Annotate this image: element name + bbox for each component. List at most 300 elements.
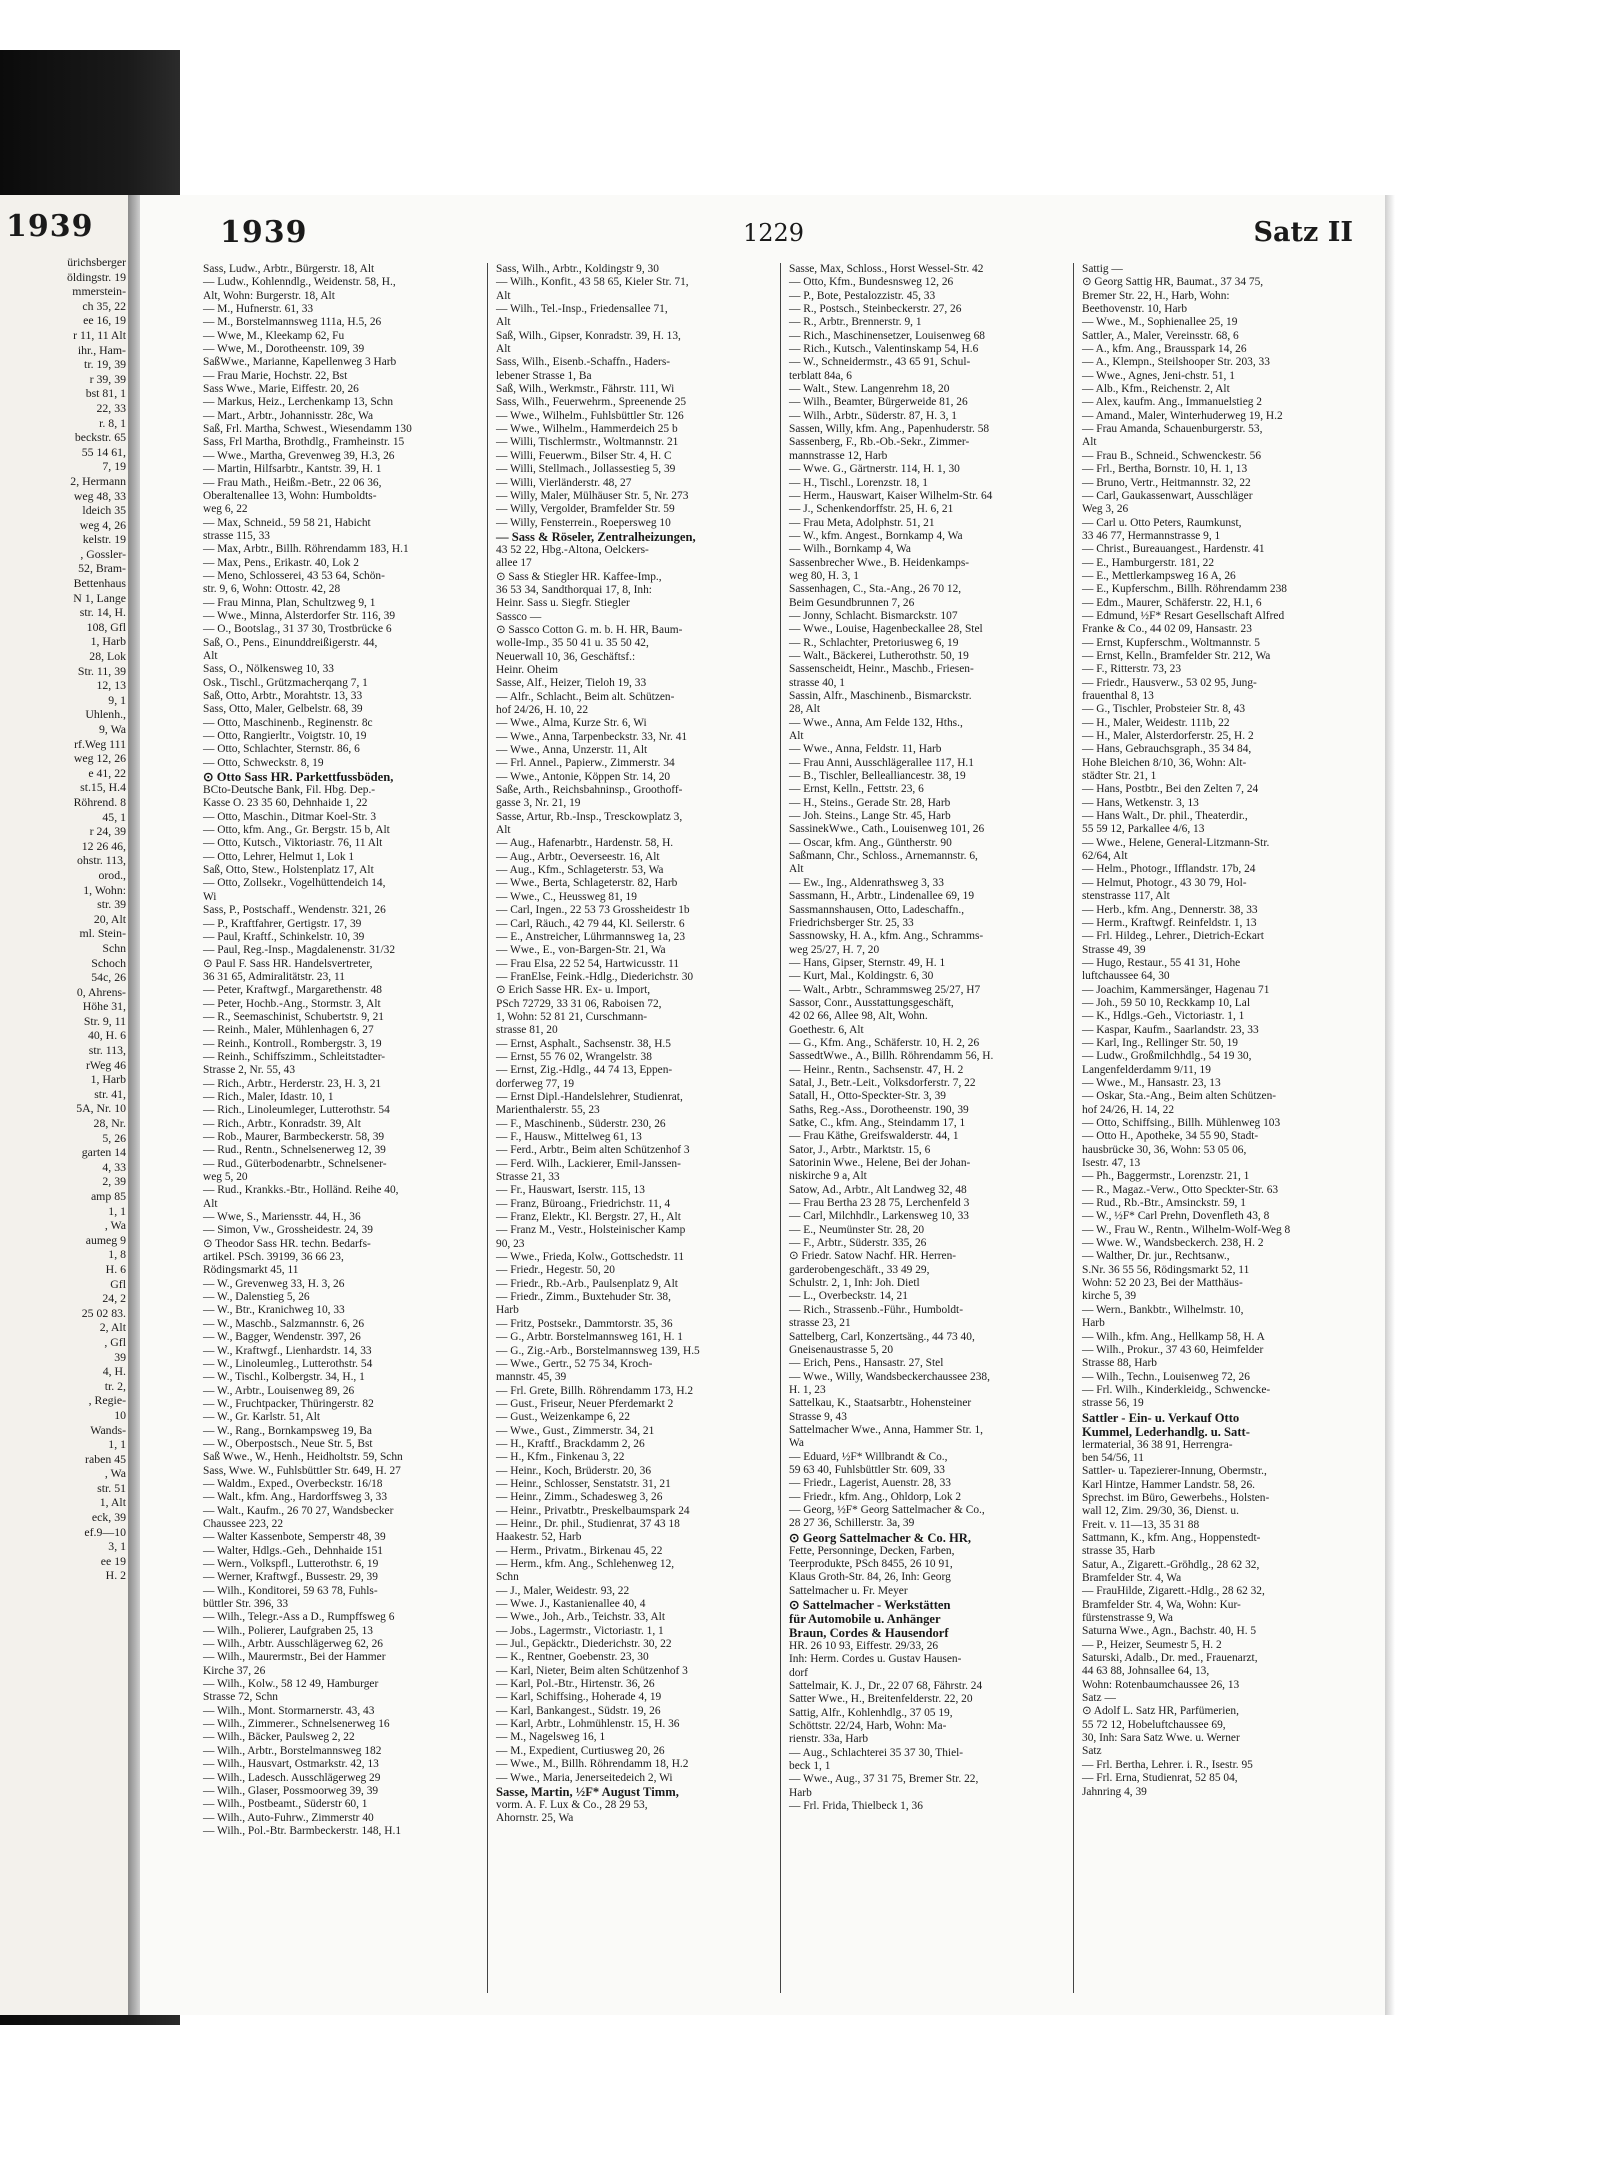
previous-page-line: 108, Gfl xyxy=(86,619,126,634)
directory-entry: ⊙ Friedr. Satow Nachf. HR. Herren- xyxy=(789,1250,957,1263)
directory-entry: — Rich., Arbtr., Konradstr. 39, Alt xyxy=(203,1117,361,1130)
directory-entry: Saße, Arth., Reichsbahninsp., Groothoff- xyxy=(496,784,683,797)
directory-entry: Sassenberg, F., Rb.-Ob.-Sekr., Zimmer- xyxy=(789,436,970,449)
directory-entry: — Paul, Reg.-Insp., Magdalenenstr. 31/32 xyxy=(203,944,396,957)
directory-entry: ⊙ Georg Sattelmacher & Co. HR, xyxy=(789,1530,972,1545)
directory-entry: — P., Kraftfahrer, Gertigstr. 17, 39 xyxy=(203,917,362,930)
directory-entry: — Friedr., Rb.-Arb., Paulsenplatz 9, Alt xyxy=(496,1277,678,1290)
directory-entry: — F., Ritterstr. 73, 23 xyxy=(1082,663,1182,676)
directory-entry: BCto-Deutsche Bank, Fil. Hbg. Dep.- xyxy=(203,784,376,797)
directory-entry: Heinr. Oheim xyxy=(496,663,559,676)
directory-entry: — K., Hdlgs.-Geh., Victoriastr. 1, 1 xyxy=(1082,1010,1245,1023)
directory-entry: — Karl, Pol.-Btr., Hirtenstr. 36, 26 xyxy=(496,1678,655,1691)
directory-entry: Bremer Str. 22, H., Harb, Wohn: xyxy=(1082,289,1230,302)
directory-entry: — Friedr., Zimm., Buxtehuder Str. 38, xyxy=(496,1291,671,1304)
directory-entry: Sattmann, K., kfm. Ang., Hoppenstedt- xyxy=(1082,1531,1261,1544)
previous-page-line: 4, H. xyxy=(102,1364,126,1379)
directory-entry: — Wwe., Aug., 37 31 75, Bremer Str. 22, xyxy=(789,1773,979,1786)
column-1 xyxy=(200,263,488,1993)
previous-page-line: tr. 2, xyxy=(104,1378,126,1393)
directory-entry: Saß Wwe., W., Henh., Heidholtstr. 59, Schn xyxy=(203,1451,403,1464)
directory-entry: — Wilh., Telegr.-Ass a D., Rumpffsweg 6 xyxy=(203,1611,395,1624)
previous-page-line: 1, Harb xyxy=(90,1072,126,1087)
directory-entry: — Friedr., kfm. Ang., Ohldorp, Lok 2 xyxy=(789,1490,962,1503)
directory-entry: — E., Hamburgerstr. 181, 22 xyxy=(1082,556,1215,569)
directory-entry: — Fritz, Postsekr., Dammtorstr. 35, 36 xyxy=(496,1317,673,1330)
directory-entry: — F., Maschinenb., Süderstr. 230, 26 xyxy=(496,1117,666,1130)
directory-entry: 36 31 65, Admiralitätstr. 23, 11 xyxy=(203,970,345,983)
directory-entry: — K., Rentner, Goebenstr. 23, 30 xyxy=(496,1651,649,1664)
directory-entry: 28 27 36, Schillerstr. 3a, 39 xyxy=(789,1517,915,1530)
directory-entry: — Wwe, S., Mariensstr. 44, H., 36 xyxy=(203,1211,361,1224)
directory-entry: ⊙ Georg Sattig HR, Baumat., 37 34 75, xyxy=(1082,276,1264,289)
directory-page xyxy=(140,195,1385,2015)
column-2 xyxy=(493,263,781,1993)
directory-entry: — Jobs., Lagermstr., Victoriastr. 1, 1 xyxy=(496,1624,664,1637)
previous-page-line: 3, 1 xyxy=(108,1539,126,1554)
directory-entry: ⊙ Sass & Stiegler HR. Kaffee-Imp., xyxy=(496,570,662,583)
directory-entry: — W., Rang., Bornkampsweg 19, Ba xyxy=(203,1424,372,1437)
directory-entry: — Friedr., Lagerist, Auenstr. 28, 33 xyxy=(789,1477,951,1490)
directory-entry: Sassen, Willy, kfm. Ang., Papenhuderstr. 58 xyxy=(789,423,990,436)
directory-entry: — W., Btr., Kranichweg 10, 33 xyxy=(203,1304,345,1317)
directory-entry: Weg 3, 26 xyxy=(1082,503,1129,516)
previous-page-line: 2, Alt xyxy=(99,1320,126,1335)
directory-entry: — Willi, Stellmach., Jollassestieg 5, 39 xyxy=(496,463,676,476)
directory-entry: Sass, Ludw., Arbtr., Bürgerstr. 18, Alt xyxy=(203,263,375,275)
directory-entry: — W., Bagger, Wendenstr. 397, 26 xyxy=(203,1331,361,1344)
directory-entry: Saß, Wilh., Werkmstr., Fährstr. 111, Wi xyxy=(496,383,675,396)
directory-entry: — Eduard, ½F* Willbrandt & Co., xyxy=(789,1450,948,1463)
previous-page-line: , Wa xyxy=(104,1218,126,1233)
directory-entry: Saß, Frl. Martha, Schwest., Wiesendamm 130 xyxy=(203,423,412,436)
directory-entry: — Wwe., Joh., Arb., Teichstr. 33, Alt xyxy=(496,1611,665,1624)
directory-entry: — Wwe., Martha, Grevenweg 39, H.3, 26 xyxy=(203,449,395,462)
directory-entry: — Helmut, Photogr., 43 30 79, Hol- xyxy=(1082,876,1247,889)
directory-entry: — Meno, Schlosserei, 43 53 64, Schön- xyxy=(203,569,385,582)
directory-entry: Rödingsmarkt 45, 11 xyxy=(203,1264,299,1277)
directory-entry: — Martin, Hilfsarbtr., Kantstr. 39, H. 1 xyxy=(203,463,382,476)
directory-entry: — Hans Walt., Dr. phil., Theaterdir., xyxy=(1082,810,1248,823)
directory-entry: — Wwe., Maria, Jenerseitedeich 2, Wi xyxy=(496,1771,673,1784)
directory-entry: — Kaspar, Kaufm., Saarlandstr. 23, 33 xyxy=(1082,1023,1259,1036)
directory-entry: — Carl, Milchhdlr., Larkensweg 10, 33 xyxy=(789,1210,970,1223)
directory-entry: — Alfr., Schlacht., Beim alt. Schützen- xyxy=(496,690,675,703)
directory-entry: S.Nr. 36 55 56, Rödingsmarkt 52, 11 xyxy=(1082,1263,1250,1276)
directory-entry: Sass, Wilh., Eisenb.-Schaffn., Haders- xyxy=(496,356,671,369)
directory-entry: lebener Strasse 1, Ba xyxy=(496,369,592,382)
directory-entry: Alt xyxy=(789,863,804,876)
directory-entry: — Wern., Volkspfl., Lutterothstr. 6, 19 xyxy=(203,1558,379,1570)
directory-entry: — Willi, Vierländerstr. 48, 27 xyxy=(496,476,632,489)
directory-entry: — Wilh., Prokur., 37 43 60, Heimfelder xyxy=(1082,1343,1264,1356)
directory-entry: — Wilh., Pol.-Btr. Barmbeckerstr. 148, H.1 xyxy=(203,1824,402,1837)
directory-entry: Harb xyxy=(789,1786,812,1799)
directory-entry: Alt xyxy=(203,649,218,662)
directory-entry: Freit. v. 11—13, 35 31 88 xyxy=(1082,1518,1200,1531)
directory-entry: — Gust., Weizenkampe 6, 22 xyxy=(496,1411,630,1424)
directory-entry: — Wilh., Zimmerer., Schnelsenerweg 16 xyxy=(203,1718,390,1731)
previous-page-line: 5A, Nr. 10 xyxy=(76,1101,126,1116)
directory-entry: — Frau B., Schneid., Schwenckestr. 56 xyxy=(1082,449,1262,462)
directory-entry: Braun, Cordes & Hausendorf xyxy=(789,1626,949,1641)
directory-entry: — Wwe, M., Dorotheenstr. 109, 39 xyxy=(203,343,365,356)
directory-entry: Satke, C., kfm. Ang., Steindamm 17, 1 xyxy=(789,1117,966,1129)
previous-page-line: 5, 26 xyxy=(102,1130,126,1145)
directory-entry: — Frl. Annel., Papierw., Zimmerstr. 34 xyxy=(496,757,675,770)
directory-entry: — Otto, Kutsch., Viktoriastr. 76, 11 Alt xyxy=(203,837,383,850)
previous-page-line: ch 35, 22 xyxy=(82,298,126,313)
directory-entry: — Peter, Hochb.-Ang., Stormstr. 3, Alt xyxy=(203,997,381,1010)
directory-entry: — Frau Amanda, Schauenburgerstr. 53, xyxy=(1082,423,1263,436)
directory-entry: — Wwe., Agnes, Jeni-chstr. 51, 1 xyxy=(1082,369,1235,382)
directory-entry: — Wilh., Glaser, Possmoorweg 39, 39 xyxy=(203,1784,379,1797)
directory-entry: Strasse 72, Schn xyxy=(203,1691,278,1704)
previous-page-line: 28, Nr. xyxy=(93,1116,126,1131)
previous-page-line: 1, 8 xyxy=(108,1247,126,1262)
directory-entry: hausbrücke 30, 36, Wohn: 53 05 06, xyxy=(1082,1143,1247,1156)
directory-entry: — Walter, Hdlgs.-Geh., Dehnhaide 151 xyxy=(203,1544,383,1557)
previous-page-line: bst 81, 1 xyxy=(85,386,126,401)
directory-entry: strasse 23, 21 xyxy=(789,1317,851,1330)
directory-entry: Haakestr. 52, Harb xyxy=(496,1531,582,1544)
directory-entry: Strasse 9, 43 xyxy=(789,1410,847,1423)
directory-entry: — H., Steins., Gerade Str. 28, Harb xyxy=(789,796,951,809)
directory-entry: — W., Arbtr., Louisenweg 89, 26 xyxy=(203,1384,355,1397)
directory-entry: lermaterial, 36 38 91, Herrengra- xyxy=(1082,1438,1233,1451)
directory-entry: Sasse, Alf., Heizer, Tieloh 19, 33 xyxy=(496,677,647,690)
directory-entry: Strasse 49, 39 xyxy=(1082,943,1146,956)
directory-entry: — Franz, Elektr., Kl. Bergstr. 27, H., Alt xyxy=(496,1211,681,1224)
directory-entry: — H., Kfm., Finkenau 3, 22 xyxy=(496,1451,625,1464)
directory-entry: Bramfelder Str. 4, Wa xyxy=(1082,1572,1182,1584)
directory-entry: Alt xyxy=(1082,436,1097,449)
previous-page-line: 12 26 46, xyxy=(81,838,126,853)
directory-entry: — W., Schneidermstr., 43 65 91, Schul- xyxy=(789,356,971,369)
previous-page-line: Schn xyxy=(102,940,126,955)
previous-page-line: , Wa xyxy=(104,1466,126,1481)
previous-page-line: H. 6 xyxy=(105,1261,126,1276)
directory-entry: — Wwe., Minna, Alsterdorfer Str. 116, 39 xyxy=(203,609,396,622)
previous-page-text xyxy=(0,255,130,1583)
directory-entry: — Heinr., Rentn., Sachsenstr. 47, H. 2 xyxy=(789,1063,964,1076)
directory-entry: Sprechst. im Büro, Gewerbehs., Holsten- xyxy=(1082,1491,1270,1504)
directory-entry: weg 80, H. 3, 1 xyxy=(789,569,859,582)
directory-entry: — Rich., Kutsch., Valentinskamp 54, H.6 xyxy=(789,343,979,356)
directory-entry: Saturski, Adalb., Dr. med., Frauenarzt, xyxy=(1082,1652,1258,1665)
directory-entry: — Ludw., Kohlenndlg., Weidenstr. 58, H., xyxy=(203,276,396,289)
directory-entry: Chaussee 223, 22 xyxy=(203,1517,284,1530)
previous-page-line: tr. 19, 39 xyxy=(84,357,126,372)
directory-entry: — Wwe., Anna, Unzerstr. 11, Alt xyxy=(496,744,648,757)
directory-entry: Sass, Wwe. W., Fuhlsbüttler Str. 649, H. 27 xyxy=(203,1464,401,1477)
directory-entry: — Ferd. Wilh., Lackierer, Emil-Janssen- xyxy=(496,1157,681,1170)
previous-page-line: 24, 2 xyxy=(102,1291,126,1306)
previous-page-line: 22, 33 xyxy=(96,400,126,415)
directory-entry: — Aug., Arbtr., Oeverseestr. 16, Alt xyxy=(496,850,660,863)
directory-entry: — Frau Anni, Ausschlägerallee 117, H.1 xyxy=(789,756,974,769)
directory-entry: garderobengeschäft., 33 49 29, xyxy=(789,1263,930,1276)
directory-entry: — Wwe., Anna, Tarpenbeckstr. 33, Nr. 41 xyxy=(496,730,688,743)
directory-entry: 36 53 34, Sandthorquai 17, 8, Inh: xyxy=(496,583,652,596)
directory-entry: Goethestr. 6, Alt xyxy=(789,1023,864,1036)
directory-entry: — Wwe., Anna, Feldstr. 11, Harb xyxy=(789,743,942,756)
directory-entry: — A., kfm. Ang., Brausspark 14, 26 xyxy=(1082,343,1247,356)
directory-entry: 30, Inh: Sara Satz Wwe. u. Werner xyxy=(1082,1732,1240,1745)
previous-page-line: Str. 9, 11 xyxy=(83,1013,126,1028)
directory-entry: mannstrasse 12, Harb xyxy=(789,449,888,462)
directory-entry: — Wwe. G., Gärtnerstr. 114, H. 1, 30 xyxy=(789,463,960,476)
directory-entry: — R., Postsch., Steinbeckerstr. 27, 26 xyxy=(789,303,962,316)
directory-entry: — Carl, Ingen., 22 53 73 Grossheidestr 1b xyxy=(496,904,690,917)
directory-entry: — Walt., Bäckerei, Lutherothstr. 50, 19 xyxy=(789,649,969,662)
directory-entry: — Willi, Tischlermstr., Woltmannstr. 21 xyxy=(496,436,679,449)
directory-entry: — W., Kraftwgf., Lienhardstr. 14, 33 xyxy=(203,1344,372,1357)
directory-entry: — Rich., Arbtr., Herderstr. 23, H. 3, 21 xyxy=(203,1077,382,1090)
previous-page-line: 20, Alt xyxy=(93,911,126,926)
directory-entry: 62/64, Alt xyxy=(1082,850,1128,863)
previous-page-line: garten 14 xyxy=(81,1145,126,1160)
directory-entry: — Wwe., Anna, Am Felde 132, Hths., xyxy=(789,716,963,729)
directory-entry: weg 5, 20 xyxy=(203,1171,248,1184)
directory-entry: Satz xyxy=(1082,1745,1102,1758)
directory-entry: — Edmund, ½F* Resart Gesellschaft Alfred xyxy=(1082,609,1285,622)
directory-entry: Schn xyxy=(496,1571,519,1584)
directory-entry: — Ferd., Arbtr., Beim alten Schützenhof 3 xyxy=(496,1144,690,1157)
directory-entry: Fette, Personninge, Decken, Farben, xyxy=(789,1544,955,1557)
directory-entry: für Automobile u. Anhänger xyxy=(789,1612,941,1627)
directory-entry: — Frl. Wilh., Kinderkleidg., Schwencke- xyxy=(1082,1383,1271,1396)
directory-entry: — Reinh., Maler, Mühlenhagen 6, 27 xyxy=(203,1024,374,1037)
directory-entry: 1, Wohn: 52 81 21, Curschmann- xyxy=(496,1010,648,1023)
directory-entry: frauenthal 8, 13 xyxy=(1082,690,1154,702)
directory-entry: — E., Neumünster Str. 28, 20 xyxy=(789,1223,925,1236)
directory-entry: — Wwe., M., Billh. Röhrendamm 18, H.2 xyxy=(496,1758,689,1771)
directory-entry: Sassnowsky, H. A., kfm. Ang., Schramms- xyxy=(789,930,984,943)
directory-entry: — W., Tischl., Kolbergstr. 34, H., 1 xyxy=(203,1371,365,1384)
previous-page-line: 7, 19 xyxy=(102,459,126,474)
directory-entry: — Heinr., Koch, Brüderstr. 20, 36 xyxy=(496,1464,652,1477)
directory-entry: — Waldm., Exped., Overbeckstr. 16/18 xyxy=(203,1477,383,1490)
previous-page-line: 45, 1 xyxy=(102,809,126,824)
directory-entry: — W., Oberpostsch., Neue Str. 5, Bst xyxy=(203,1437,373,1450)
directory-entry: — Rud., Rb.-Btr., Amsinckstr. 59, 1 xyxy=(1082,1197,1246,1210)
directory-entry: — Hugo, Restaur., 55 41 31, Hohe xyxy=(1082,956,1241,969)
directory-entry: stenstrasse 117, Alt xyxy=(1082,890,1170,903)
directory-entry: Satz — xyxy=(1082,1692,1116,1705)
directory-entry: Sassmann, H., Arbtr., Lindenallee 69, 19 xyxy=(789,890,975,903)
directory-entry: — O., Bootslag., 31 37 30, Trostbrücke 6 xyxy=(203,623,392,636)
directory-entry: Langenfelderdamm 9/11, 19 xyxy=(1082,1063,1211,1076)
previous-page-line: 1, Wohn: xyxy=(83,882,126,897)
directory-entry: 44 63 88, Johnsallee 64, 13, xyxy=(1082,1665,1210,1678)
directory-entry: Sass, Otto, Maler, Gelbelstr. 68, 39 xyxy=(203,703,363,716)
directory-entry: — Wwe., Berta, Schlageterstr. 82, Harb xyxy=(496,877,678,890)
directory-entry: 42 02 66, Allee 98, Alt, Wohn. xyxy=(789,1010,928,1023)
directory-entry: — Walt., Kaufm., 26 70 27, Wandsbecker xyxy=(203,1504,394,1517)
directory-entry: Neuerwall 10, 36, Geschäftsf.: xyxy=(496,650,636,663)
directory-entry: Kasse O. 23 35 60, Dehnhaide 1, 22 xyxy=(203,797,368,810)
previous-page-line: 40, H. 6 xyxy=(87,1028,126,1043)
directory-entry: — M., Nagelsweg 16, 1 xyxy=(496,1731,606,1744)
directory-entry: Bramfelder Str. 4, Wa, Wohn: Kur- xyxy=(1082,1598,1241,1611)
directory-entry: SassedtWwe., A., Billh. Röhrendamm 56, H. xyxy=(789,1050,994,1063)
directory-entry: — Amand., Maler, Winterhuderweg 19, H.2 xyxy=(1082,409,1283,422)
directory-entry: — G., Tischler, Probsteier Str. 8, 43 xyxy=(1082,703,1246,716)
directory-entry: — W., ½F* Carl Prehn, Dovenfleth 43, 8 xyxy=(1082,1210,1270,1223)
directory-entry: Sattler - Ein- u. Verkauf Otto xyxy=(1082,1410,1240,1425)
previous-page-line: 25 02 83. xyxy=(81,1305,126,1320)
previous-page-line: 0, Ahrens- xyxy=(76,984,126,999)
previous-page-line: r 24, 39 xyxy=(89,824,126,839)
directory-entry: — Ernst, 55 76 02, Wrangelstr. 38 xyxy=(496,1050,652,1063)
directory-entry: — Frau Marie, Hochstr. 22, Bst xyxy=(203,369,348,382)
directory-entry: — Bruno, Vertr., Heitmannstr. 32, 22 xyxy=(1082,476,1251,489)
directory-entry: — W., Maschb., Salzmannstr. 6, 26 xyxy=(203,1317,365,1330)
directory-entry: — Ernst, Zig.-Hdlg., 44 74 13, Eppen- xyxy=(496,1064,673,1077)
directory-entry: Inh: Herm. Cordes u. Gustav Hausen- xyxy=(789,1653,962,1666)
directory-entry: Schulstr. 2, 1, Inh: Joh. Dietl xyxy=(789,1277,920,1290)
directory-entry: — Herb., kfm. Ang., Dennerstr. 38, 33 xyxy=(1082,903,1258,916)
directory-entry: — J., Maler, Weidestr. 93, 22 xyxy=(496,1584,630,1597)
directory-entry: — F., Hausw., Mittelweg 61, 13 xyxy=(496,1131,642,1143)
directory-entry: — Willi, Feuerwm., Bilser Str. 4, H. C xyxy=(496,449,672,462)
directory-entry: — Wilh., Ladesch. Ausschlägerweg 29 xyxy=(203,1771,381,1784)
directory-entry: — Herm., Privatm., Birkenau 45, 22 xyxy=(496,1544,663,1557)
directory-entry: — Wwe., Helene, General-Litzmann-Str. xyxy=(1082,836,1270,849)
directory-entry: — Wwe., Gertr., 52 75 34, Kroch- xyxy=(496,1357,653,1370)
directory-entry: — Walt., Stew. Langenrehm 18, 20 xyxy=(789,383,950,396)
directory-entry: — H., Kraftf., Brackdamm 2, 26 xyxy=(496,1437,645,1450)
directory-entry: — Reinh., Kontroll., Rombergstr. 3, 19 xyxy=(203,1037,382,1050)
directory-entry: — Werner, Kraftwgf., Bussestr. 29, 39 xyxy=(203,1571,378,1584)
directory-entry: Hohe Bleichen 8/10, 36, Wohn: Alt- xyxy=(1082,756,1247,769)
directory-entry: — Frau Käthe, Greifswalderstr. 44, 1 xyxy=(789,1130,959,1143)
directory-entry: Beim Gesundbrunnen 7, 26 xyxy=(789,596,915,609)
previous-page-line: rf.Weg 111 xyxy=(74,736,126,751)
directory-entry: terblatt 84a, 6 xyxy=(789,369,852,382)
previous-page-line: Schoch xyxy=(91,955,126,970)
entry-columns xyxy=(200,263,1365,1993)
previous-page-line: e 41, 22 xyxy=(88,765,126,780)
directory-entry: H. 1, 23 xyxy=(789,1383,826,1396)
directory-entry: — Edm., Maurer, Schäferstr. 22, H.1, 6 xyxy=(1082,596,1262,609)
directory-entry: — Wwe., Willy, Wandsbeckerchaussee 238, xyxy=(789,1370,990,1383)
directory-entry: — Hans, Postbtr., Bei den Zelten 7, 24 xyxy=(1082,783,1259,796)
directory-entry: — Wwe., Alma, Kurze Str. 6, Wi xyxy=(496,717,647,730)
directory-entry: wolle-Imp., 35 50 41 u. 35 50 42, xyxy=(496,637,649,650)
directory-entry: — Simon, Vw., Grossheidestr. 24, 39 xyxy=(203,1224,373,1237)
directory-entry: Karl Hintze, Hammer Landstr. 58, 26. xyxy=(1082,1478,1256,1491)
directory-entry: Gneisenaustrasse 5, 20 xyxy=(789,1343,894,1356)
directory-entry: — Karl, Schiffsing., Hoherade 4, 19 xyxy=(496,1691,662,1704)
directory-entry: rienstr. 33a, Harb xyxy=(789,1733,869,1746)
directory-entry: Sattelmacher Wwe., Anna, Hammer Str. 1, xyxy=(789,1423,984,1436)
previous-page-line: 2, 39 xyxy=(102,1174,126,1189)
directory-entry: Sattelmair, K. J., Dr., 22 07 68, Fährstr. 24 xyxy=(789,1680,983,1693)
directory-entry: — Reinh., Schiffszimm., Schleitstadter- xyxy=(203,1050,386,1063)
directory-entry: Alt xyxy=(496,289,511,302)
directory-entry: strasse 115, 33 xyxy=(203,529,270,542)
directory-entry: Sassenhagen, C., Sta.-Ang., 26 70 12, xyxy=(789,583,962,596)
directory-entry: — Mart., Arbtr., Johannisstr. 28c, Wa xyxy=(203,409,374,422)
directory-entry: — Friedr., Hegestr. 50, 20 xyxy=(496,1264,615,1277)
directory-entry: — Joachim, Kammersänger, Hagenau 71 xyxy=(1082,983,1270,996)
directory-entry: — Frl. Erna, Studienrat, 52 85 04, xyxy=(1082,1772,1238,1785)
directory-entry: büttler Str. 396, 33 xyxy=(203,1598,289,1611)
directory-entry: — E., Anstreicher, Lührmannsweg 1a, 23 xyxy=(496,930,686,943)
previous-page-fragment xyxy=(0,195,130,2015)
previous-page-line: 1, 1 xyxy=(108,1437,126,1452)
directory-entry: — Carl u. Otto Peters, Raumkunst, xyxy=(1082,516,1242,529)
directory-entry: — Otto H., Apotheke, 34 55 90, Stadt- xyxy=(1082,1130,1259,1143)
directory-entry: — R., Arbtr., Brennerstr. 9, 1 xyxy=(789,316,922,329)
directory-entry: — Otto, Maschinenb., Reginenstr. 8c xyxy=(203,716,373,729)
directory-entry: — Herm., Kraftwgf. Reinfeldstr. 1, 13 xyxy=(1082,916,1257,929)
directory-entry: — Wwe., Gust., Zimmerstr. 34, 21 xyxy=(496,1424,655,1437)
directory-entry: Sattig, Alfr., Kohlenhdlg., 37 05 19, xyxy=(789,1706,953,1719)
directory-entry: — R., Schlachter, Pretoriusweg 6, 19 xyxy=(789,636,959,649)
directory-entry: — Walt., kfm. Ang., Hardorffsweg 3, 33 xyxy=(203,1491,388,1504)
directory-entry: PSch 72729, 33 31 06, Raboisen 72, xyxy=(496,997,662,1010)
directory-entry: — B., Tischler, Bellealliancestr. 38, 19 xyxy=(789,770,966,783)
previous-page-line: , Gfl xyxy=(104,1334,126,1349)
directory-entry: — H., Maler, Alsterdorferstr. 25, H. 2 xyxy=(1082,730,1254,743)
page-edge xyxy=(1385,195,1395,2015)
directory-entry: ben 54/56, 11 xyxy=(1082,1451,1144,1464)
directory-entry: — Frl. Hildeg., Lehrer., Dietrich-Eckart xyxy=(1082,930,1264,943)
page-header xyxy=(140,215,1385,255)
directory-entry: — Ernst Dipl.-Handelslehrer, Studienrat, xyxy=(496,1090,683,1103)
previous-page-line: ldeich 35 xyxy=(82,503,126,518)
directory-entry: 33 46 77, Hermannstrasse 9, 1 xyxy=(1082,529,1221,542)
directory-entry: strasse 56, 19 xyxy=(1082,1397,1144,1410)
directory-entry: Sattelmacher u. Fr. Meyer xyxy=(789,1584,908,1597)
previous-page-line: 1, 1 xyxy=(108,1203,126,1218)
directory-entry: Saths, Reg.-Ass., Dorotheenstr. 190, 39 xyxy=(789,1103,969,1116)
directory-entry: gasse 3, Nr. 21, 19 xyxy=(496,797,581,810)
directory-entry: wall 12, Zim. 29/30, 36, Dienst. u. xyxy=(1082,1505,1239,1518)
previous-page-line: Str. 11, 39 xyxy=(77,663,126,678)
directory-entry: — Wern., Bankbtr., Wilhelmstr. 10, xyxy=(1082,1303,1244,1316)
directory-entry: — Frl. Frida, Thielbeck 1, 36 xyxy=(789,1800,923,1813)
directory-entry: — Otto, Rangierltr., Voigtstr. 10, 19 xyxy=(203,730,367,743)
directory-entry: Strasse 2, Nr. 55, 43 xyxy=(203,1064,296,1077)
directory-entry: Schöttstr. 22/24, Harb, Wohn: Ma- xyxy=(789,1720,947,1733)
directory-entry: — Wwe., Frieda, Kolw., Gottschedstr. 11 xyxy=(496,1251,685,1264)
directory-entry: — Max, Pens., Erikastr. 40, Lok 2 xyxy=(203,556,359,569)
directory-entry: Franke & Co., 44 02 09, Hansastr. 23 xyxy=(1082,623,1252,636)
directory-entry: Alt, Wohn: Burgerstr. 18, Alt xyxy=(203,289,335,302)
directory-entry: Saß, O., Pens., Einunddreißigerstr. 44, xyxy=(203,636,378,649)
directory-entry: — M., Hufnerstr. 61, 33 xyxy=(203,303,314,316)
directory-entry: Kirche 37, 26 xyxy=(203,1664,266,1677)
directory-entry: — Rob., Maurer, Barmbeckerstr. 58, 39 xyxy=(203,1131,385,1143)
previous-page-line: weg 12, 26 xyxy=(73,751,126,766)
directory-entry: — Wilh., Bornkamp 4, Wa xyxy=(789,543,911,556)
previous-page-line: 12, 13 xyxy=(96,678,126,693)
directory-entry: — Jonny, Schlacht. Bismarckstr. 107 xyxy=(789,609,958,622)
directory-entry: — A., Klempn., Steilshooper Str. 203, 33 xyxy=(1082,356,1270,369)
directory-entry: Satter Wwe., H., Breitenfelderstr. 22, 20 xyxy=(789,1693,973,1706)
directory-entry: Sattelkau, K., Staatsarbtr., Hohensteiner xyxy=(789,1397,972,1410)
directory-entry: — Ernst, Asphalt., Sachsenstr. 38, H.5 xyxy=(496,1037,671,1050)
directory-entry: Wa xyxy=(789,1437,804,1450)
previous-page-line: , Gossler- xyxy=(80,546,126,561)
directory-entry: hof 24/26, H. 10, 22 xyxy=(496,704,589,716)
directory-entry: Jahnring 4, 39 xyxy=(1082,1785,1147,1798)
directory-entry: Kummel, Lederhandlg. u. Satt- xyxy=(1082,1424,1250,1439)
